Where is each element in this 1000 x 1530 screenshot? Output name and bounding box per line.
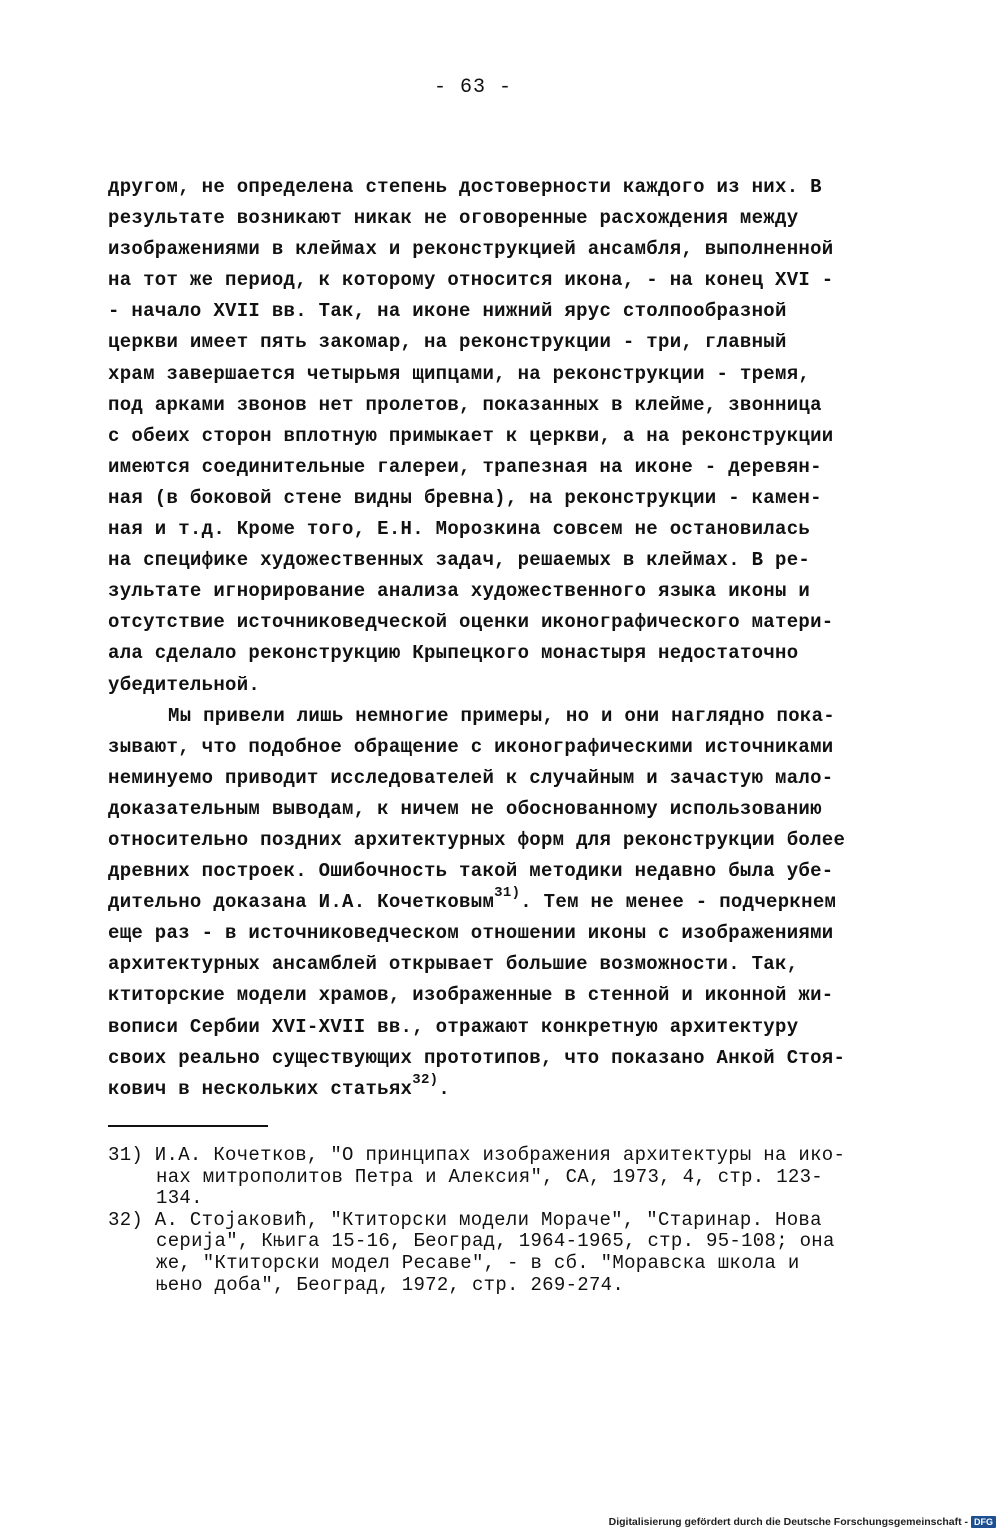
footnote-divider xyxy=(108,1125,268,1127)
text-line: другом, не определена степень достоверности каждого из них. В xyxy=(108,176,822,198)
footnotes xyxy=(108,1145,928,1296)
footnote-31-line: 134. xyxy=(156,1187,203,1210)
text-line: на тот же период, к которому относится икона, - на конец XVI - xyxy=(108,269,834,292)
footnote-32-line: же, "Ктиторски модел Ресаве", - в сб. "Моравска школа и xyxy=(156,1251,800,1274)
text-line: изображениями в клеймах и реконструкцией ансамбля, выполненной xyxy=(108,238,834,261)
text-line: архитектурных ансамблей открывает большие возможности. Так, xyxy=(108,953,799,976)
text-segment: . xyxy=(438,1077,451,1100)
text-segment: . Тем не менее - подчеркнем xyxy=(520,891,837,914)
dfg-logo: DFG xyxy=(971,1516,996,1528)
text-line-with-footnote xyxy=(108,887,908,918)
footnote-31-line: 31) И.А. Кочетков, "О принципах изображения архитектуры на ико- xyxy=(108,1144,846,1166)
text-line: относительно поздних архитектурных форм для реконструкции более xyxy=(108,828,846,851)
page-number: - 63 - xyxy=(433,76,512,99)
text-line: церкви имеет пять закомар, на реконструкции - три, главный xyxy=(108,331,787,354)
text-line: ная и т.д. Кроме того, Е.Н. Морозкина совсем не остановилась xyxy=(108,518,811,541)
digitization-credit xyxy=(609,1516,996,1528)
text-line: под арками звонов нет пролетов, показанных в клейме, звонница xyxy=(108,393,822,416)
text-line: результате возникают никак не оговоренные расхождения между xyxy=(108,207,799,230)
text-line: древних построек. Ошибочность такой методики недавно была убе- xyxy=(108,860,834,883)
text-line: на специфике художественных задач, решаемых в клеймах. В ре- xyxy=(108,549,811,572)
text-line: - начало XVII вв. Так, на иконе нижний ярус столпообразной xyxy=(108,300,787,323)
text-line: вописи Сербии XVI-XVII вв., отражают конкретную архитектуру xyxy=(108,1015,799,1038)
footnote-32-line: њено доба", Београд, 1972, стр. 269-274. xyxy=(156,1273,625,1296)
text-line: зультате игнорирование анализа художественного языка иконы и xyxy=(108,580,811,603)
text-line: своих реально существующих прототипов, что показано Анкой Стоя- xyxy=(108,1046,846,1069)
text-line: ала сделало реконструкцию Крыпецкого монастыря недостаточно xyxy=(108,642,799,665)
text-line: убедительной. xyxy=(108,673,261,696)
text-line: ная (в боковой стене видны бревна), на реконструкции - камен- xyxy=(108,486,822,509)
footnote-32-line: серија", Књига 15-16, Београд, 1964-1965, стр. 95-108; она xyxy=(156,1230,835,1253)
footnote-ref-31: 31) xyxy=(494,885,521,902)
text-line: отсутствие источниковедческой оценки иконографического матери- xyxy=(108,611,834,634)
text-line: доказательным выводам, к ничем не обоснованному использованию xyxy=(108,797,822,820)
text-line: ктиторские модели храмов, изображенные в стенной и иконной жи- xyxy=(108,984,834,1007)
text-line: с обеих сторон вплотную примыкает к церкви, а на реконструкции xyxy=(108,424,834,447)
text-line: еще раз - в источниковедческом отношении иконы с изображениями xyxy=(108,922,834,945)
text-segment: кович в нескольких статьях xyxy=(108,1077,413,1100)
credit-text: Digitalisierung gefördert durch die Deutsche Forschungsgemeinschaft - xyxy=(608,1516,968,1528)
text-line: зывают, что подобное обращение с иконографическими источниками xyxy=(108,735,834,758)
text-line: храм завершается четырьмя щипцами, на реконструкции - тремя, xyxy=(108,362,811,385)
footnote-32-line: 32) А. Стојаковић, "Ктиторски модели Мораче", "Старинар. Нова xyxy=(108,1208,822,1231)
footnote-31-line: нах митрополитов Петра и Алексия", СА, 1973, 4, стр. 123- xyxy=(156,1165,824,1188)
body-text xyxy=(108,172,908,1105)
text-line: неминуемо приводит исследователей к случайным и зачастую мало- xyxy=(108,766,834,789)
footnote-ref-32: 32) xyxy=(412,1071,439,1088)
text-line-with-footnote xyxy=(108,1071,908,1105)
text-line: имеются соединительные галереи, трапезная на иконе - деревян- xyxy=(108,455,822,478)
paragraph-first-line: Мы привели лишь немногие примеры, но и они наглядно пока- xyxy=(168,704,836,727)
text-segment: дительно доказана И.А. Кочетковым xyxy=(108,891,495,914)
